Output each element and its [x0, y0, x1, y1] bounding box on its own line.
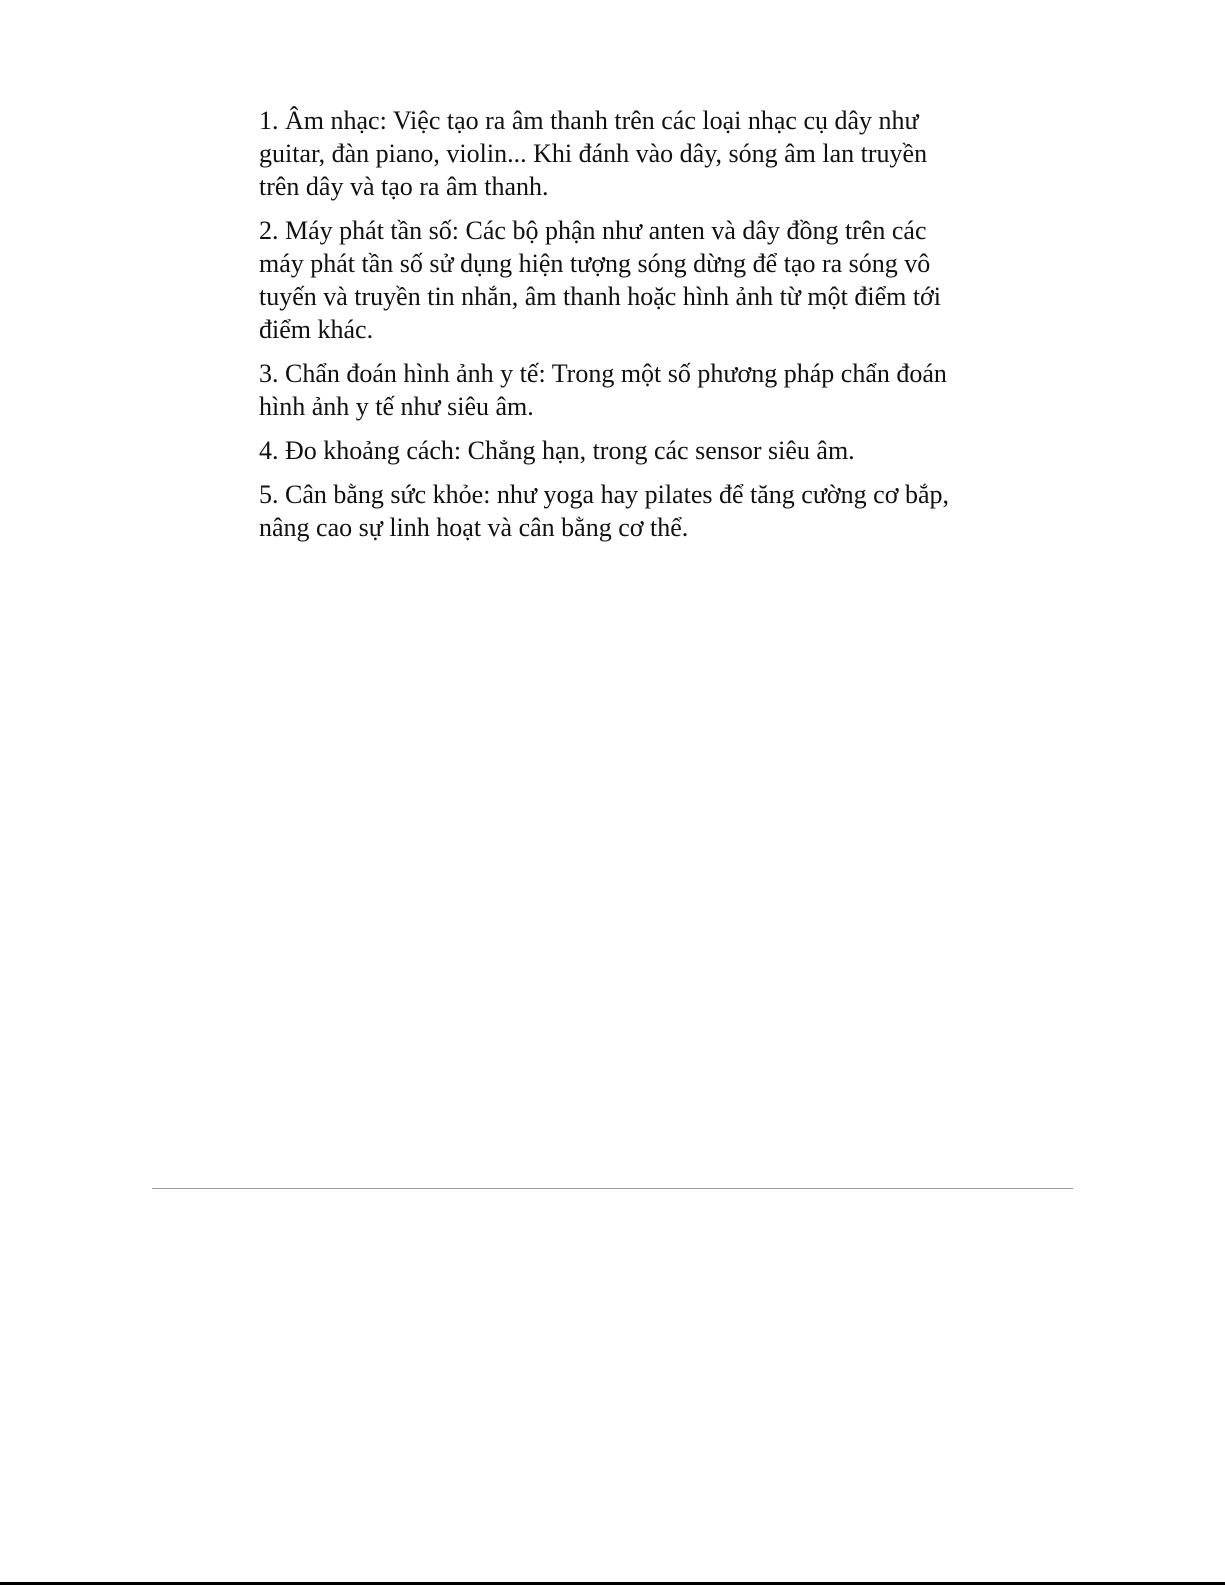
list-item-health-balance: 5. Cân bằng sức khỏe: như yoga hay pilates để tăng cường cơ bắp, nâng cao sự linh hoạt và cân bằng cơ thể. — [259, 480, 949, 542]
list-item-distance-measurement: 4. Đo khoảng cách: Chẳng hạn, trong các sensor siêu âm. — [259, 436, 855, 465]
list-item-music: 1. Âm nhạc: Việc tạo ra âm thanh trên các loại nhạc cụ dây như guitar, đàn piano, violin... Khi đánh vào dây, sóng âm lan truyền trên dây và tạo ra âm thanh. — [259, 106, 928, 201]
list-item-frequency-generator: 2. Máy phát tần số: Các bộ phận như anten và dây đồng trên các máy phát tần số sử dụng hiện tượng sóng dừng để tạo ra sóng vô tuyến và truyền tin nhắn, âm thanh hoặc hình ảnh từ một điểm tới điểm khác. — [259, 216, 942, 344]
document-body — [259, 104, 959, 555]
list-item-medical-imaging: 3. Chẩn đoán hình ảnh y tế: Trong một số phương pháp chẩn đoán hình ảnh y tế như siêu âm. — [259, 359, 947, 421]
page-divider — [152, 1188, 1073, 1189]
